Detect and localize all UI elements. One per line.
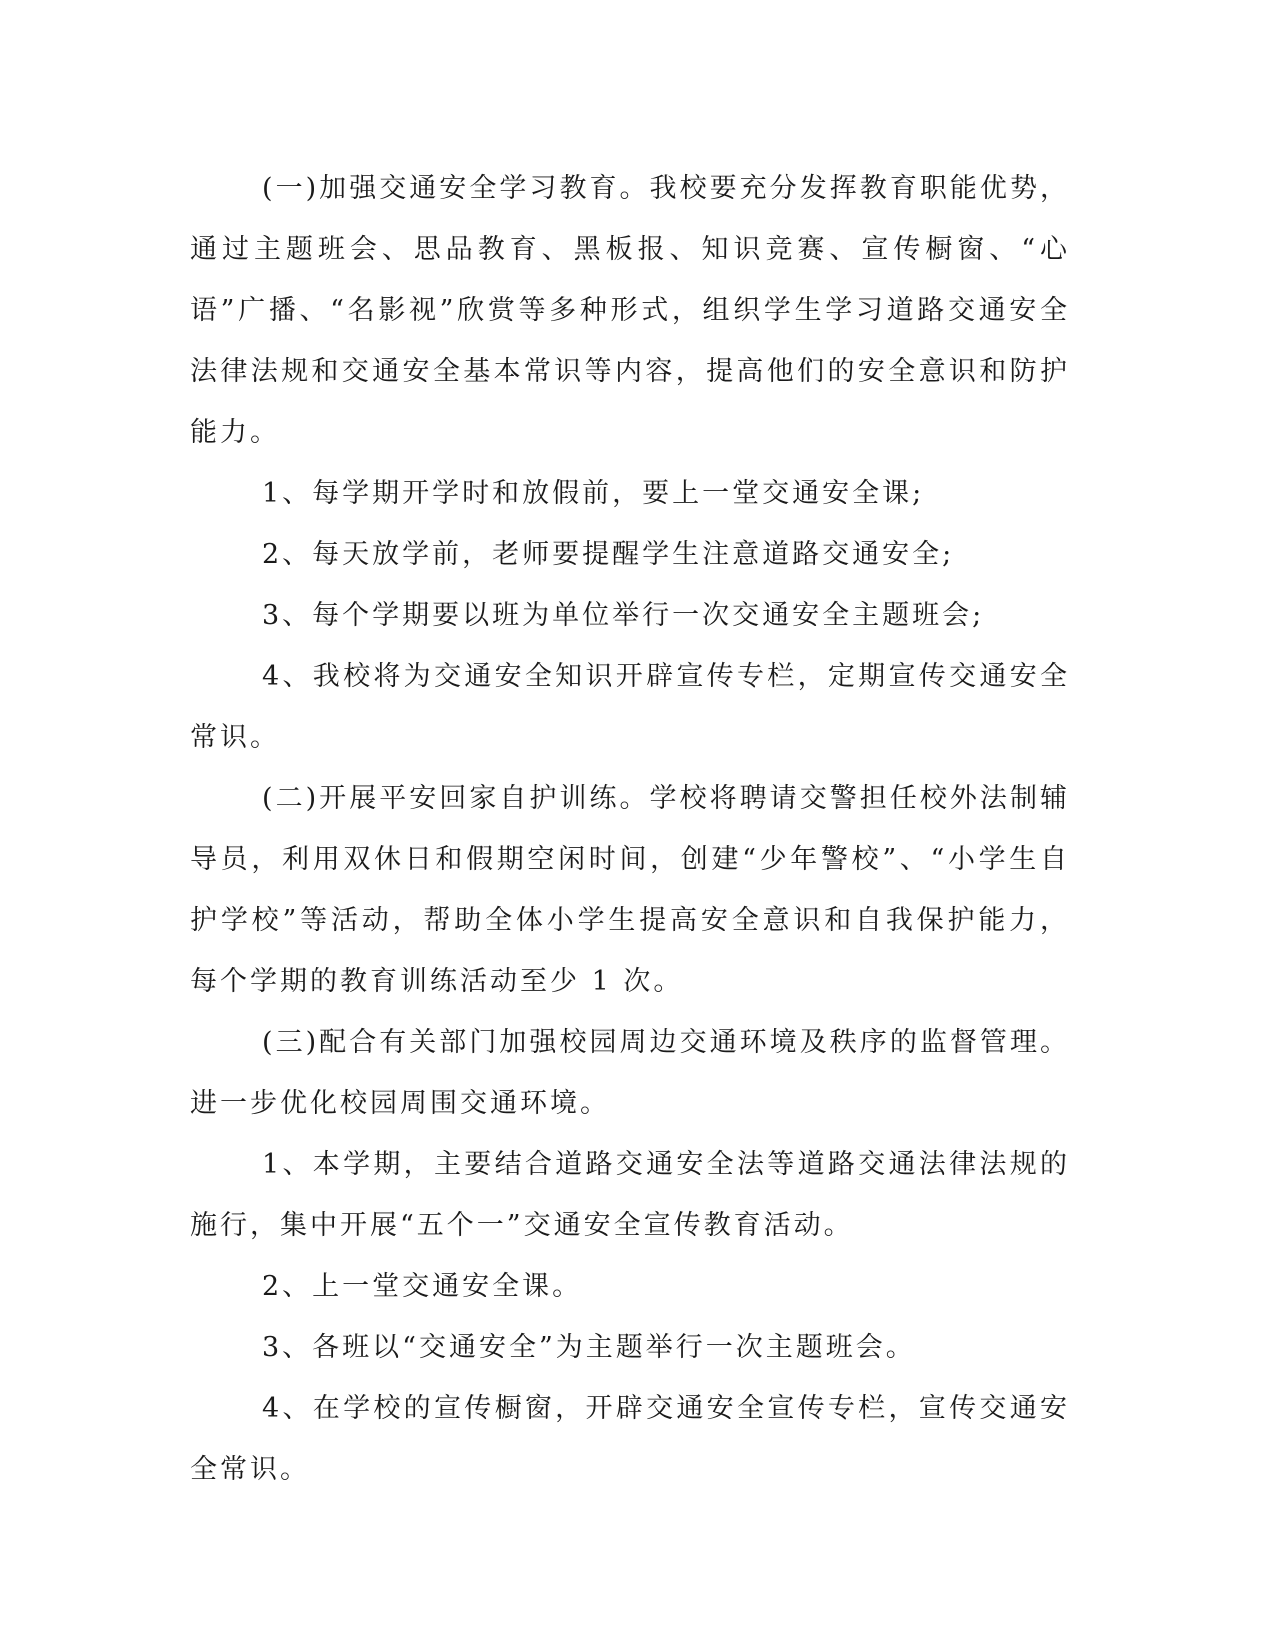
list-item: 3、每个学期要以班为单位举行一次交通安全主题班会; — [262, 600, 985, 631]
document-body — [190, 158, 1070, 1500]
list-item: 1、每学期开学时和放假前，要上一堂交通安全课; — [262, 478, 925, 509]
list-item: 2、每天放学前，老师要提醒学生注意道路交通安全; — [262, 539, 955, 570]
list-item: 4、我校将为交通安全知识开辟宣传专栏，定期宣传交通安全常识。 — [190, 661, 1070, 753]
list-item: 3、各班以“交通安全”为主题举行一次主题班会。 — [262, 1332, 916, 1363]
paragraph-section-1: (一)加强交通安全学习教育。我校要充分发挥教育职能优势，通过主题班会、思品教育、黑板报、知识竞赛、宣传橱窗、“心语”广播、“名影视”欣赏等多种形式，组织学生学习道路交通安全法律法规和交通安全基本常识等内容，提高他们的安全意识和防护能力。 — [190, 173, 1070, 448]
list-item: 2、上一堂交通安全课。 — [262, 1271, 583, 1302]
paragraph-section-3: (三)配合有关部门加强校园周边交通环境及秩序的监督管理。进一步优化校园周围交通环境。 — [190, 1027, 1070, 1119]
paragraph-section-2: (二)开展平安回家自护训练。学校将聘请交警担任校外法制辅导员，利用双休日和假期空闲时间，创建“少年警校”、“小学生自护学校”等活动，帮助全体小学生提高安全意识和自我保护能力，每个学期的教育训练活动至少 1 次。 — [190, 783, 1070, 997]
list-item: 4、在学校的宣传橱窗，开辟交通安全宣传专栏，宣传交通安全常识。 — [190, 1393, 1070, 1485]
list-item: 1、本学期，主要结合道路交通安全法等道路交通法律法规的施行，集中开展“五个一”交通安全宣传教育活动。 — [190, 1149, 1070, 1241]
